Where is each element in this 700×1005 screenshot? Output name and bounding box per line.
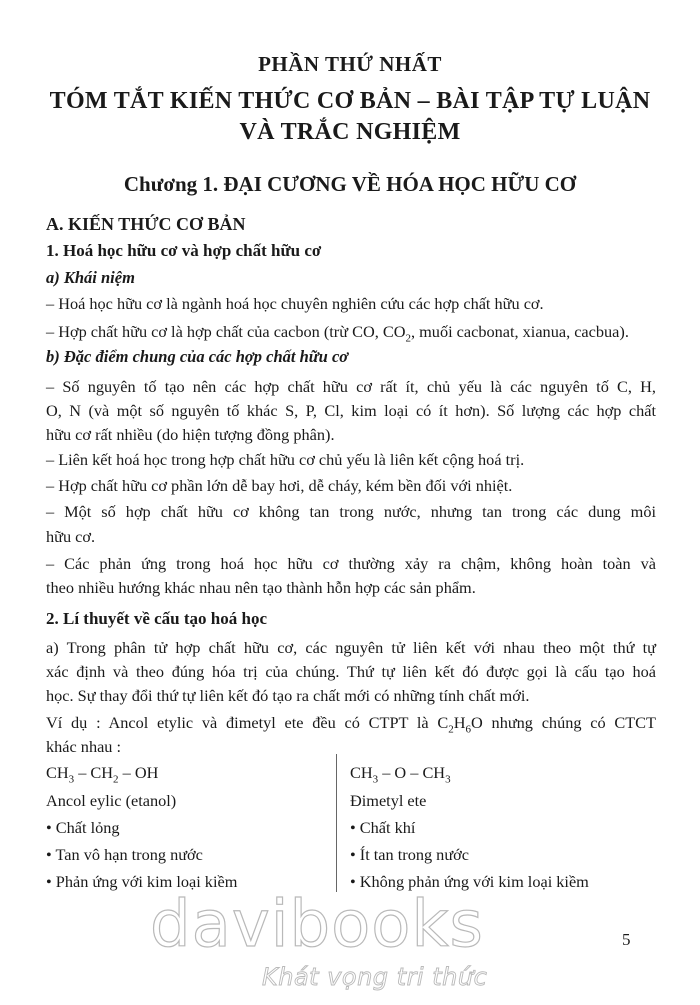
dimethyl-ether-prop-1: • Chất khí (350, 818, 416, 837)
features-p5-line1: – Các phản ứng trong hoá học hữu cơ thường xảy ra chậm, không hoàn toàn và (46, 554, 656, 573)
part-label: PHẦN THỨ NHẤT (258, 52, 442, 76)
features-heading: b) Đặc điểm chung của các hợp chất hữu cơ (46, 347, 349, 366)
part-title-line2: VÀ TRẮC NGHIỆM (239, 119, 461, 145)
page-number: 5 (622, 930, 631, 949)
features-p1-line2: O, N (và một số nguyên tố khác S, P, Cl, kim loại có ít hơn). Số lượng các hợp chất (46, 401, 656, 420)
part-title (0, 86, 700, 148)
dimethyl-ether-prop-3: • Không phản ứng với kim loại kiềm (350, 872, 589, 891)
subsection-2-heading: 2. Lí thuyết về cấu tạo hoá học (46, 609, 267, 628)
features-p4-line2: hữu cơ. (46, 527, 96, 546)
dimethyl-ether-name: Đimetyl ete (350, 791, 427, 810)
ethanol-prop-1: • Chất lỏng (46, 818, 120, 837)
theory-line1: a) Trong phân tử hợp chất hữu cơ, các nguyên tử liên kết với nhau theo một thứ tự (46, 638, 656, 657)
dimethyl-ether-formula: $CH_3$ – O – $CH_3$ (350, 763, 451, 786)
theory-line2: xác định và theo đúng hóa trị của chúng. Thứ tự liên kết đó được gọi là cấu tạo hoá (46, 662, 656, 681)
ethanol-formula: $CH_3 - CH_2$ – OH (46, 763, 159, 786)
concept-line-1: – Hoá học hữu cơ là ngành hoá học chuyên nghiên cứu các hợp chất hữu cơ. (46, 294, 544, 313)
part-title-line1: TÓM TẮT KIẾN THỨC CƠ BẢN – BÀI TẬP TỰ LUẬN (49, 88, 651, 114)
features-p1-line3: hữu cơ rất nhiều (do hiện tượng đồng phân). (46, 425, 335, 444)
example-line1: Ví dụ : Ancol etylic và đimetyl ete đều có CTPT là $C_2H_6O$ nhưng chúng có CTCT (46, 713, 656, 736)
ethanol-prop-2: • Tan vô hạn trong nước (46, 845, 203, 864)
features-p2: – Liên kết hoá học trong hợp chất hữu cơ chủ yếu là liên kết cộng hoá trị. (46, 450, 525, 469)
column-divider (336, 754, 337, 892)
features-p1-line1: – Số nguyên tố tạo nên các hợp chất hữu cơ rất ít, chủ yếu là các nguyên tố C, H, (46, 377, 656, 396)
features-p4-line1: – Một số hợp chất hữu cơ không tan trong nước, nhưng tan trong các dung môi (46, 502, 656, 521)
example-line2: khác nhau : (46, 737, 122, 756)
ethanol-name: Ancol eylic (etanol) (46, 791, 177, 810)
subsection-1-heading: 1. Hoá học hữu cơ và hợp chất hữu cơ (46, 241, 322, 260)
chapter-title: Chương 1. ĐẠI CƯƠNG VỀ HÓA HỌC HỮU CƠ (123, 172, 577, 196)
theory-line3: học. Sự thay đổi thứ tự liên kết đó tạo ra chất mới có những tính chất mới. (46, 686, 530, 705)
dimethyl-ether-prop-2: • Ít tan trong nước (350, 845, 469, 864)
features-p3: – Hợp chất hữu cơ phần lớn dễ bay hơi, dễ cháy, kém bền đối với nhiệt. (46, 476, 513, 495)
features-p5-line2: theo nhiều hướng khác nhau nên tạo thành hỗn hợp các sản phẩm. (46, 578, 476, 597)
watermark-brand: davibooks (150, 888, 484, 962)
section-a-heading: A. KIẾN THỨC CƠ BẢN (46, 214, 246, 234)
concept-line-2: – Hợp chất hữu cơ là hợp chất của cacbon (trừ CO, $CO_2$, muối cacbonat, xianua, cacbua). (46, 322, 629, 345)
concept-heading: a) Khái niệm (46, 268, 135, 287)
ethanol-prop-3: • Phản ứng với kim loại kiềm (46, 872, 238, 891)
watermark-tagline: Khát vọng tri thức (262, 963, 488, 991)
